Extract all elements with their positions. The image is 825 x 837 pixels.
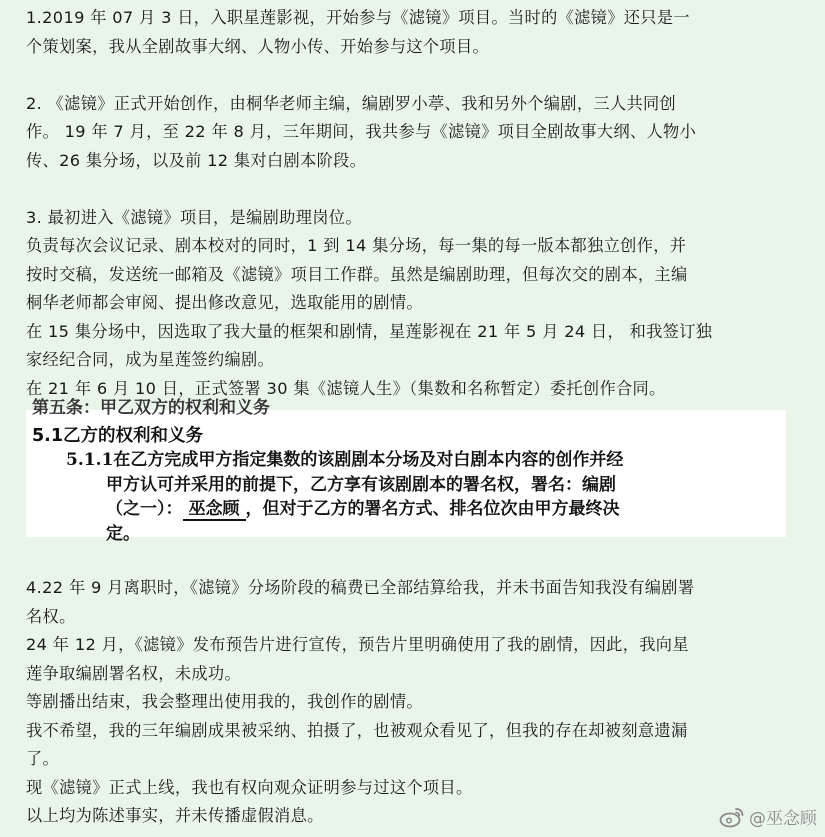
text-line: 3. 最初进入《滤镜》项目，是编剧助理岗位。 <box>26 207 362 227</box>
statement-text <box>26 4 788 403</box>
contract-cut-line: 第五条：甲乙双方的权利和义务 <box>32 398 270 418</box>
text-line: 在 15 集分场中，因选取了我大量的框架和剧情，星莲影视在 21 年 5 月 24 日， 和我签订独 <box>26 321 713 341</box>
watermark-text: @巫念顾 <box>749 809 817 829</box>
text-line: 现《滤镜》正式上线，我也有权向观众证明参与过这个项目。 <box>26 777 473 797</box>
contract-line: 定。 <box>106 523 140 544</box>
text-line: 4.22 年 9 月离职时，《滤镜》分场阶段的稿费已全部结算给我，并未书面告知我没有编剧署 <box>26 578 695 597</box>
text-line: 在 21 年 6 月 10 日，正式签署 30 集《滤镜人生》（集数和名称暂定）委托创作合同。 <box>26 378 666 398</box>
paragraph-4 <box>26 574 788 831</box>
text-line: 了。 <box>26 749 60 768</box>
text-line: 我不希望，我的三年编剧成果被采纳、拍摄了，也被观众看见了，但我的存在却被刻意遗漏 <box>26 720 688 740</box>
paragraph-gap <box>26 61 788 90</box>
text-line: 等剧播出结束，我会整理出使用我的，我创作的剧情。 <box>26 692 423 711</box>
contract-text: ，但对于乙方的署名方式、排名位次由甲方最终决 <box>245 499 620 519</box>
weibo-watermark <box>719 804 817 829</box>
text-line: 家经纪合同，成为星莲签约编剧。 <box>26 350 275 369</box>
contract-heading: 5.1乙方的权利和义务 <box>32 426 204 446</box>
text-line: 24 年 12 月，《滤镜》发布预告片进行宣传，预告片里明确使用了我的剧情，因此，我向星 <box>26 635 689 654</box>
contract-line: 5.1.1在乙方完成甲方指定集数的该剧剧本分场及对白剧本内容的创作并经 <box>66 450 624 470</box>
text-line: 1.2019 年 07 月 3 日，入职星莲影视，开始参与《滤镜》项目。当时的《滤镜》还只是一 <box>26 8 690 27</box>
contract-line: 甲方认可并采用的前提下，乙方享有该剧剧本的署名权，署名：编剧 <box>106 474 616 495</box>
contract-clause <box>66 448 776 546</box>
text-line: 以上均为陈述事实，并未传播虚假消息。 <box>26 806 324 825</box>
contract-text: （之一）： <box>106 499 183 519</box>
text-line: 桐华老师都会审阅、提出修改意见，选取能用的剧情。 <box>26 293 423 312</box>
contract-line <box>66 497 776 522</box>
paragraph-gap <box>26 175 788 204</box>
signed-name: 巫念顾 <box>183 499 246 521</box>
text-line: 莲争取编剧署名权，未成功。 <box>26 663 241 683</box>
paragraph-2 <box>26 90 788 176</box>
paragraph-1 <box>26 4 788 61</box>
text-line: 名权。 <box>26 606 76 626</box>
statement-text-continued <box>26 574 788 831</box>
weibo-icon <box>719 806 745 828</box>
text-line: 负责每次会议记录、剧本校对的同时，1 到 14 集分场，每一集的每一版本都独立创作，并 <box>26 236 687 255</box>
contract-excerpt-image <box>26 398 786 544</box>
text-line: 传、26 集分场，以及前 12 集对白剧本阶段。 <box>26 150 367 170</box>
text-line: 按时交稿，发送统一邮箱及《滤镜》项目工作群。虽然是编剧助理，但每次交的剧本，主编 <box>26 264 688 284</box>
text-line: 个策划案，我从全剧故事大纲、人物小传、开始参与这个项目。 <box>26 36 490 56</box>
text-line: 作。 19 年 7 月，至 22 年 8 月，三年期间，我共参与《滤镜》项目全剧故事大纲、人物小 <box>26 122 697 141</box>
text-line: 2. 《滤镜》正式开始创作，由桐华老师主编，编剧罗小葶、我和另外个编剧，三人共同创 <box>26 93 677 113</box>
paragraph-3 <box>26 204 788 404</box>
